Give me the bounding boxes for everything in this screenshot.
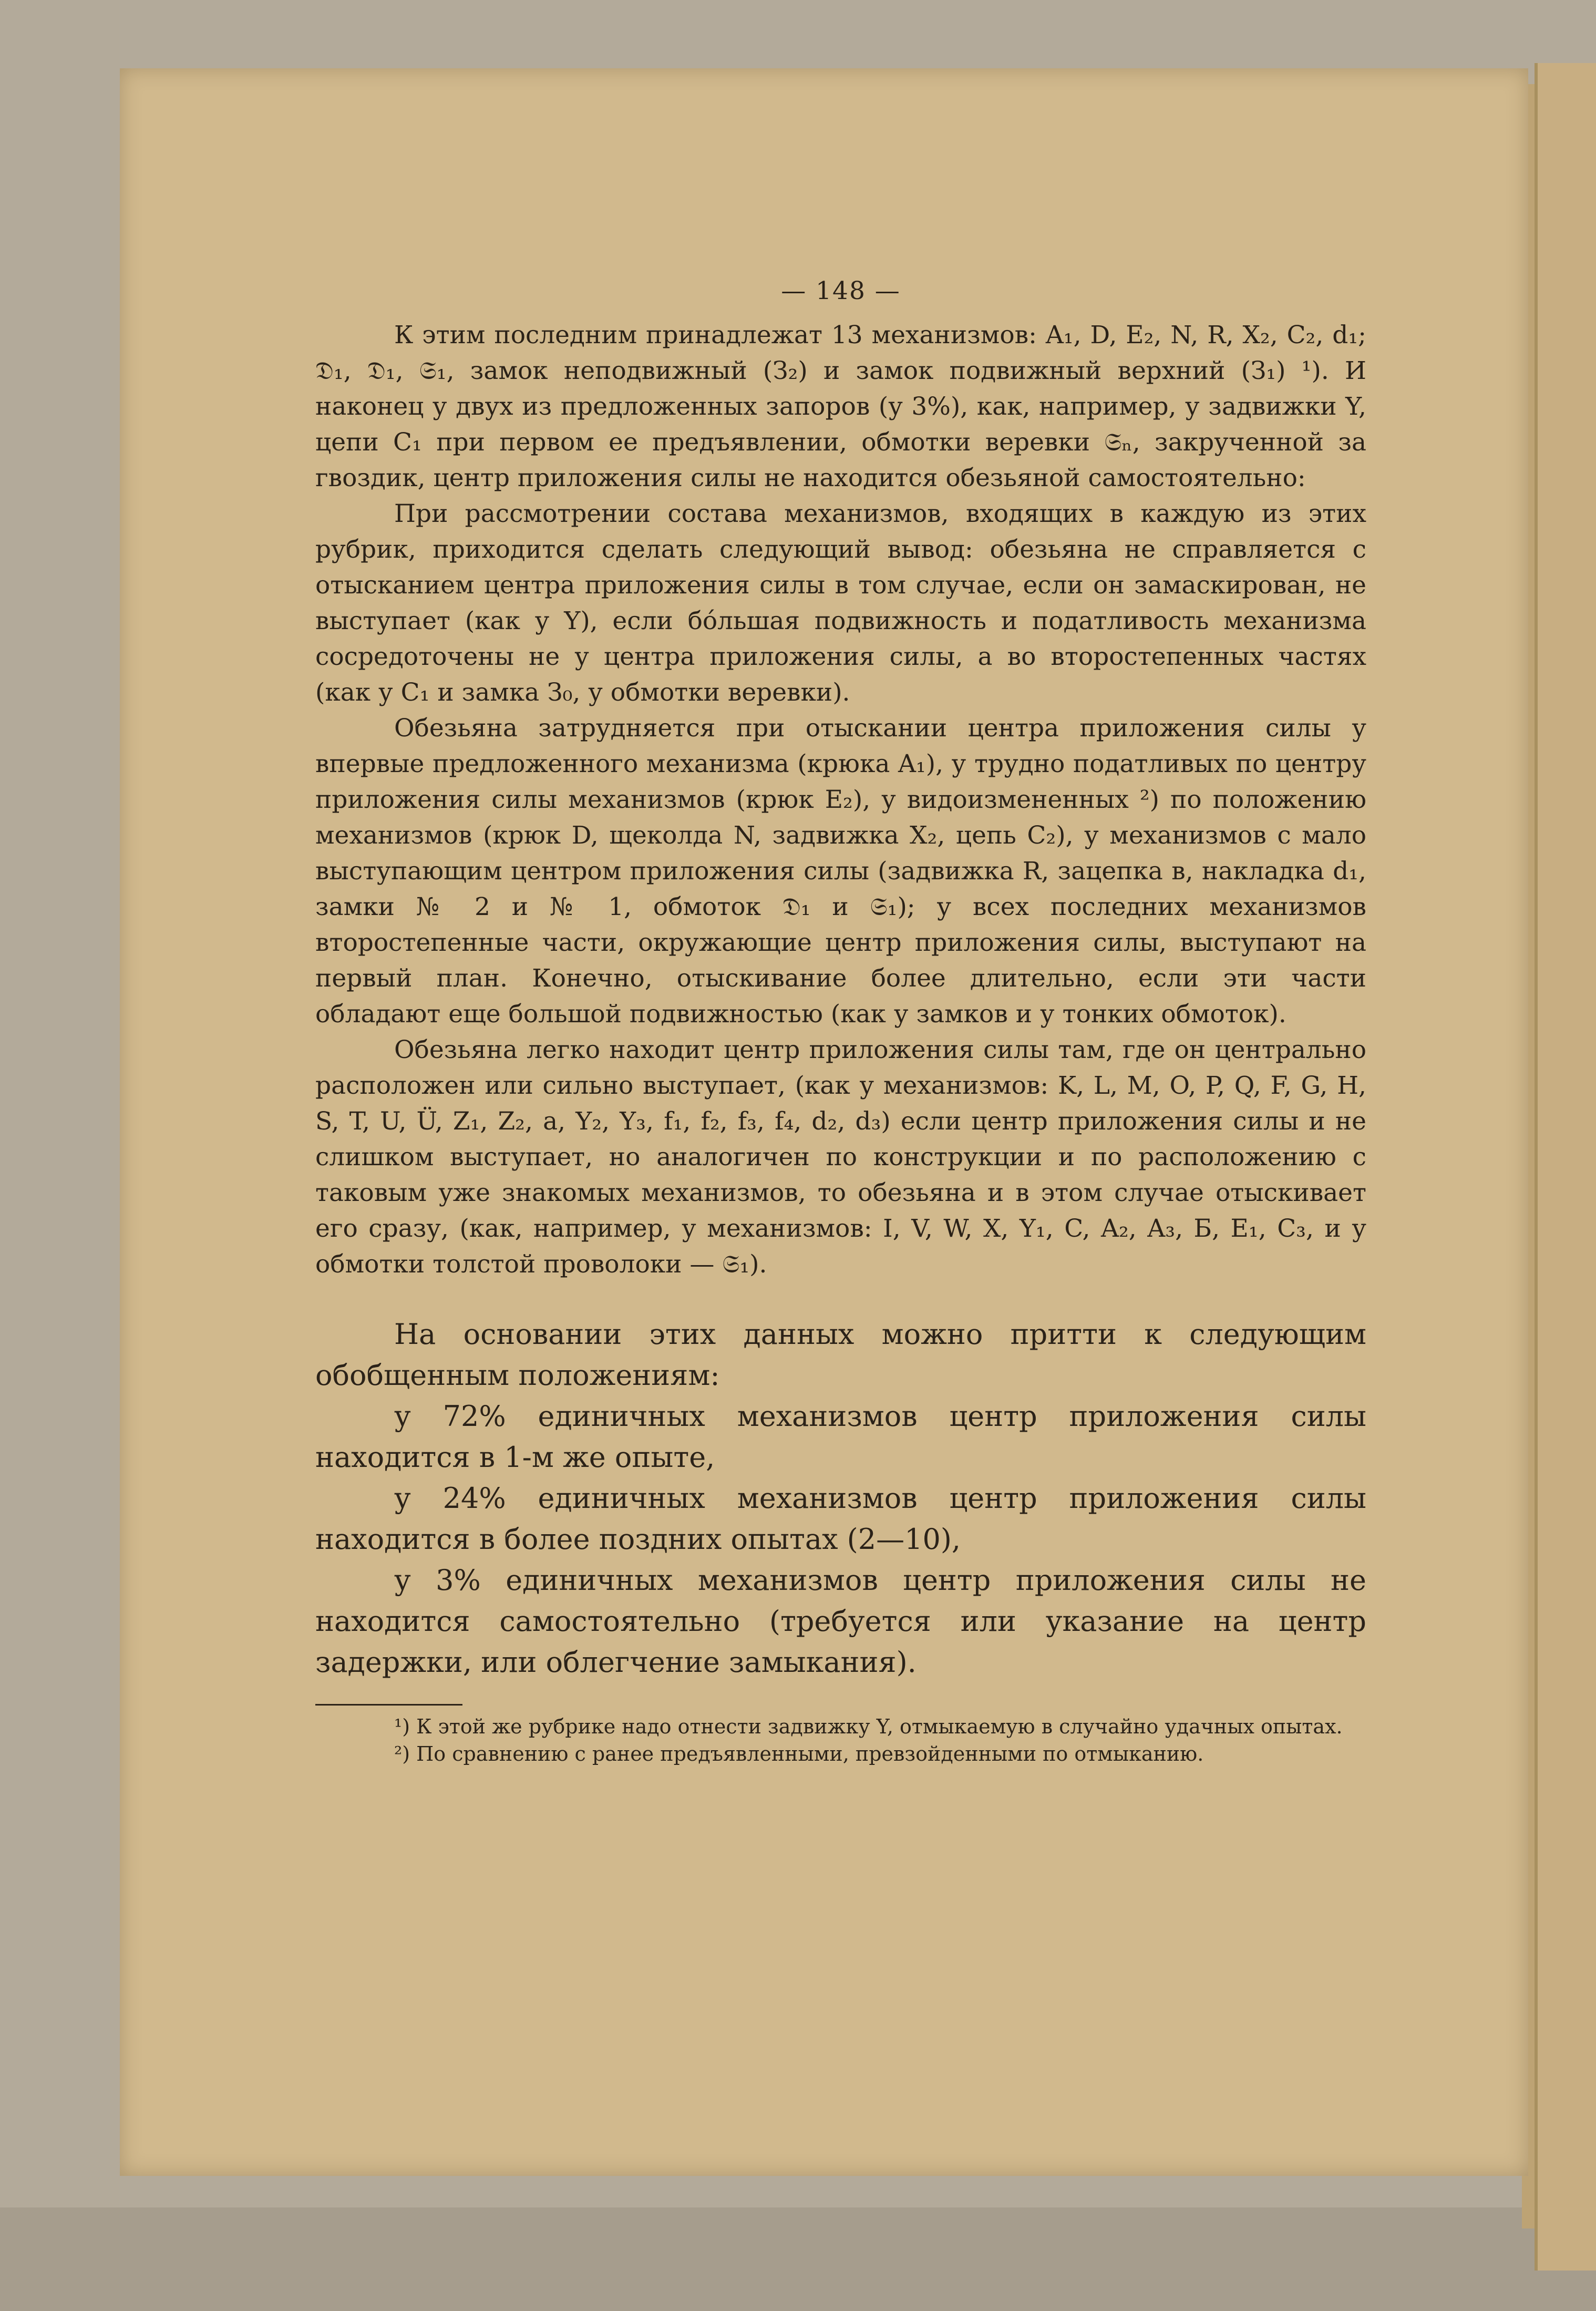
- summary-intro: На основании этих данных можно притти к следующим обобщенным положениям:: [315, 1318, 1366, 1392]
- footnote: ¹) К этой же рубрике надо отнести задвижку Y, отмыкаемую в случайно удачных опытах.: [394, 1715, 1343, 1738]
- adjacent-page: [1535, 63, 1596, 2271]
- paragraph: К этим последним принадлежат 13 механизмов: A₁, D, E₂, N, R, X₂, C₂, d₁; 𝔇₁, 𝔇₁, 𝔖₁, замок неподвижный (З₂) и замок подвижный верхний (З₁) ¹). И наконец у двух из предложенных запоров (у 3%), как, например, у задвижки Y, цепи C₁ при первом ее предъявлении, обмотки веревки 𝔖ₙ, закрученной за гвоздик, центр приложения силы не находится обезьяной самостоятельно:: [315, 321, 1366, 492]
- paragraph: Обезьяна легко находит центр приложения силы там, где он центрально расположен или сильно выступает, (как у механизмов: K, L, M, O, P, Q, F, G, H, S, T, U, Ü, Z₁, Z₂, a, Y₂, Y₃, f₁, f₂, f₃, f₄, d₂, d₃) если центр приложения силы и не слишком выступает, но аналогичен по конструкции и по расположению с таковым уже знакомых механизмов, то обезьяна и в этом случае отыскивает его сразу, (как, например, у механизмов: I, V, W, X, Y₁, C, A₂, A₃, Б, E₁, C₃, и у обмотки толстой проволоки — 𝔖₁).: [315, 1035, 1366, 1279]
- footnote: ²) По сравнению с ранее предъявленными, превзойденными по отмыканию.: [394, 1742, 1204, 1765]
- paragraph: При рассмотрении состава механизмов, входящих в каждую из этих рубрик, приходится сделать следующий вывод: обезьяна не справляется с отысканием центра приложения силы в том случае, если он замаскирован, не выступает (как у Y), если бо́льшая подвижность и податливость механизма сосредоточены не у центра приложения силы, а во второстепенных частях (как у C₁ и замка З₀, у обмотки веревки).: [315, 499, 1366, 707]
- footnote-divider: [315, 1704, 462, 1706]
- page-number: — 148 —: [781, 276, 901, 305]
- summary-item: у 3% единичных механизмов центр приложения силы не находится самостоятельно (требуется или указание на центр задержки, или облегчение замыкания).: [315, 1564, 1366, 1679]
- summary-item: у 72% единичных механизмов центр приложения силы находится в 1-м же опыте,: [315, 1400, 1366, 1474]
- page-text: [315, 273, 1366, 1768]
- spacer: [315, 1282, 1366, 1314]
- paragraph: Обезьяна затрудняется при отыскании центра приложения силы у впервые предложенного механизма (крюка A₁), у трудно податливых по центру приложения силы механизмов (крюк E₂), у видоизмененных ²) по положению механизмов (крюк D, щеколда N, задвижка X₂, цепь C₂), у механизмов с мало выступающим центром приложения силы (задвижка R, зацепка в, накладка d₁, замки № 2 и № 1, обмоток 𝔇₁ и 𝔖₁); у всех последних механизмов второстепенные части, окружающие центр приложения силы, выступают на первый план. Конечно, отыскивание более длительно, если эти части обладают еще большой подвижностью (как у замков и у тонких обмоток).: [315, 714, 1366, 1029]
- summary: [315, 1314, 1366, 1683]
- summary-item: у 24% единичных механизмов центр приложения силы находится в более поздних опытах (2—10),: [315, 1482, 1366, 1556]
- background-surface: [0, 2207, 1596, 2311]
